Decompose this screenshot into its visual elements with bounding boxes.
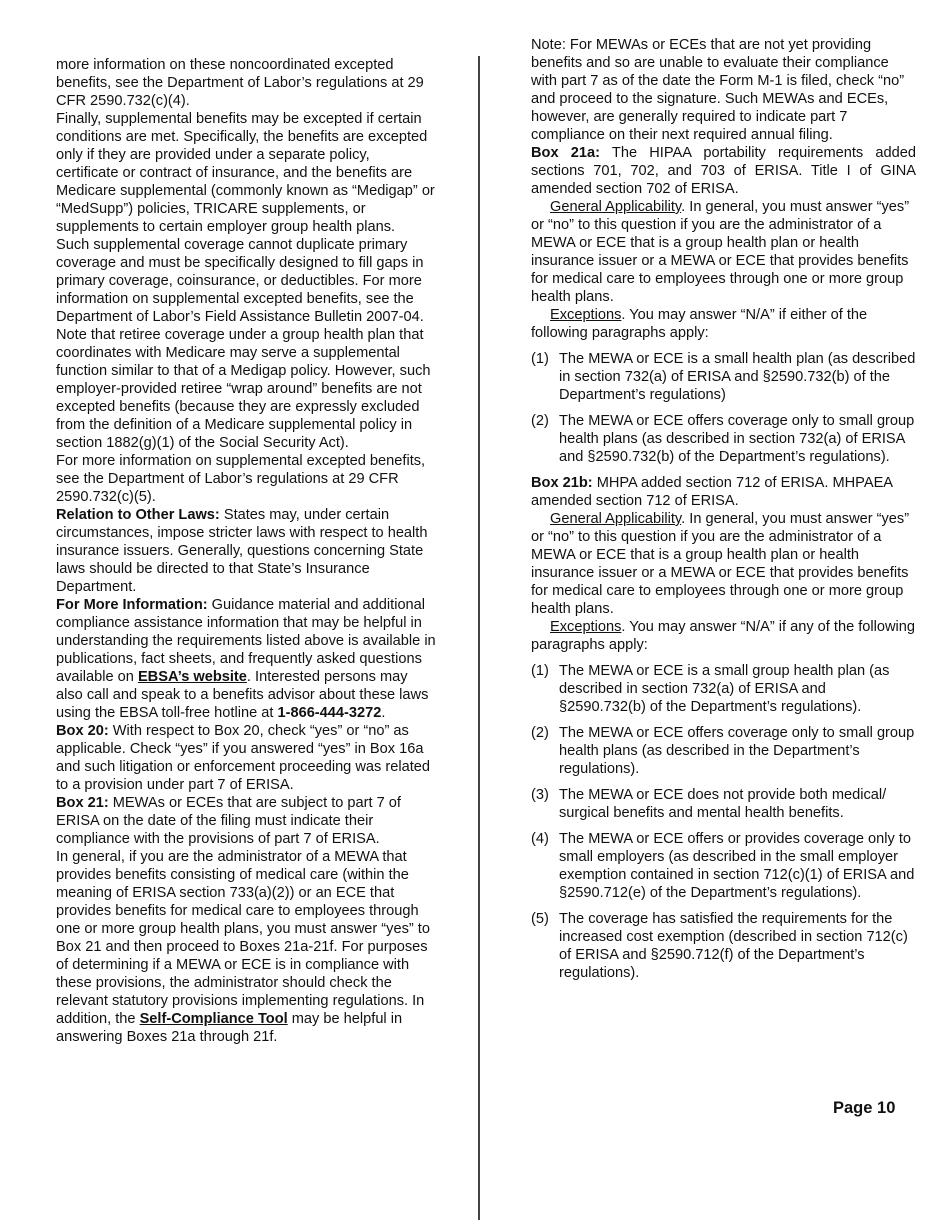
more-info-period: .	[381, 705, 386, 721]
more-info-text-2: . Interested persons may also call and speak to a benefits advisor about these laws using the EBSA toll-free hotline at	[56, 669, 429, 721]
list-item	[531, 786, 916, 822]
paragraph-supplemental-coverage: Such supplemental coverage cannot duplicate primary coverage and must be specifically designed to fill gaps in primary coverage, coinsurance, or deductibles. For more information on supplemental excepted benefits, see the Department of Labor’s Field Assistance Bulletin 2007-04.	[56, 237, 424, 325]
box21a-exceptions	[531, 306, 916, 342]
section-box-21a	[531, 144, 916, 198]
exceptions-label: Exceptions	[550, 307, 622, 323]
general-applicability-text: . In general, you must answer “yes” or “no” to this question if you are the administrator of a MEWA or ECE that is a group health plan or health insurance issuer or a MEWA or ECE that provides benefits for medical care to employees through one or more group health plans.	[531, 199, 910, 305]
ebsa-website-link[interactable]: EBSA’s website	[137, 669, 247, 685]
general-applicability-label: General Applicability	[550, 511, 682, 527]
section-relation-other-laws	[56, 506, 436, 596]
paragraph-box21-general	[56, 848, 436, 1046]
paragraph-retiree-coverage: Note that retiree coverage under a group health plan that coordinates with Medicare may serve a supplemental function similar to that of a Medigap policy. However, such employer-provided retiree “wrap around” benefits are not excepted benefits (because they are expressly excluded from the definition of a Medicare supplemental policy in section 1882(g)(1) of the Social Security Act).	[56, 327, 431, 451]
list-item-text: The MEWA or ECE offers coverage only to small group health plans (as described in the Department’s regulations).	[559, 725, 915, 777]
section-box-20	[56, 722, 436, 794]
box21b-exceptions-list	[531, 662, 916, 982]
box21-general-text-2: may be helpful in answering Boxes 21a through 21f.	[56, 1011, 403, 1045]
column-divider	[478, 56, 480, 1220]
page-number: Page 10	[833, 1099, 896, 1117]
exceptions-text: . You may answer “N/A” if any of the following paragraphs apply:	[531, 619, 916, 653]
list-item	[531, 350, 916, 404]
box21b-heading: Box 21b:	[531, 475, 593, 491]
more-info-text: Guidance material and additional compliance assistance information that may be helpful in understanding the requirements listed above is available in publications, fact sheets, and frequently asked questions available on	[56, 597, 436, 685]
box21-general-text: In general, if you are the administrator of a MEWA that provides benefits consisting of medical care (within the meaning of ERISA section 733(a)(2)) or an ECE that provides benefits for medical care to employees through one or more group health plans, you must answer “yes” to Box 21 and then proceed to Boxes 21a-21f. For purposes of determining if a MEWA or ECE is in compliance with these provisions, the administrator should check the relevant statutory provisions implementing regulations. In addition, the	[56, 849, 430, 1027]
paragraph-more-supplemental: For more information on supplemental excepted benefits, see the Department of Labor’s regulations at 29 CFR 2590.732(c)(5).	[56, 453, 426, 505]
box20-heading: Box 20:	[56, 723, 109, 739]
more-info-heading: For More Information:	[56, 597, 208, 613]
list-item	[531, 724, 916, 778]
list-item-number: (2)	[531, 413, 549, 429]
list-item-number: (1)	[531, 663, 549, 679]
list-item-number: (5)	[531, 911, 549, 927]
self-compliance-tool-link[interactable]: Self-Compliance Tool	[139, 1011, 288, 1027]
paragraph-supplemental: Finally, supplemental benefits may be excepted if certain conditions are met. Specifically, the benefits are excepted only if they are provided under a separate policy, certificate or contract of insurance, and the benefits are Medicare supplemental (commonly known as “Medigap” or “MedSupp”) policies, TRICARE supplements, or supplements to certain employer group health plans.	[56, 111, 435, 235]
paragraph-noncoordinated: more information on these noncoordinated excepted benefits, see the Department of Labor’s regulations at 29 CFR 2590.732(c)(4).	[56, 57, 424, 109]
list-item-number: (3)	[531, 787, 549, 803]
section-box-21	[56, 794, 436, 848]
list-item-text: The MEWA or ECE is a small health plan (as described in section 732(a) of ERISA and §2590.732(b) of the Department’s regulations)	[559, 351, 916, 403]
section-more-information	[56, 596, 436, 722]
list-item-text: The MEWA or ECE offers or provides coverage only to small employers (as described in the small employer exemption contained in section 712(c)(1) of ERISA and §2590.712(e) of the Department’s regulations).	[559, 831, 915, 901]
box20-text: With respect to Box 20, check “yes” or “no” as applicable. Check “yes” if you answered “yes” in Box 16a and such litigation or enforcement proceeding was related to a provision under part 7 of ERISA.	[56, 723, 430, 793]
list-item-number: (2)	[531, 725, 549, 741]
general-applicability-label: General Applicability	[550, 199, 682, 215]
box21b-text: MHPA added section 712 of ERISA. MHPAEA amended section 712 of ERISA.	[531, 475, 893, 509]
list-item-number: (4)	[531, 831, 549, 847]
exceptions-label: Exceptions	[550, 619, 622, 635]
box21a-text: The HIPAA portability requirements added sections 701, 702, and 703 of ERISA. Title I of GINA amended section 702 of ERISA.	[531, 145, 916, 197]
box21a-exceptions-list	[531, 350, 916, 466]
general-applicability-text: . In general, you must answer “yes” or “no” to this question if you are the administrator of a MEWA or ECE that is a group health plan or health insurance issuer or a MEWA or ECE that provides benefits for medical care to employees through one or more group health plans.	[531, 511, 910, 617]
box21a-heading: Box 21a:	[531, 145, 600, 161]
box21a-general-applicability	[531, 198, 916, 306]
list-item-number: (1)	[531, 351, 549, 367]
list-item	[531, 662, 916, 716]
box21b-exceptions	[531, 618, 916, 654]
list-item	[531, 412, 916, 466]
list-item-text: The coverage has satisfied the requirements for the increased cost exemption (described in section 712(c) of ERISA and §2590.712(f) of the Department’s regulations).	[559, 911, 908, 981]
right-column	[531, 36, 916, 990]
exceptions-text: . You may answer “N/A” if either of the following paragraphs apply:	[531, 307, 868, 341]
paragraph-note: Note: For MEWAs or ECEs that are not yet providing benefits and so are unable to evaluate their compliance with part 7 as of the date the Form M-1 is filed, check “no” and proceed to the signature. Such MEWAs and ECEs, however, are generally required to indicate part 7 compliance on their next required annual filing.	[531, 37, 905, 143]
box21-text: MEWAs or ECEs that are subject to part 7 of ERISA on the date of the filing must indicate their compliance with the provisions of part 7 of ERISA.	[56, 795, 401, 847]
list-item-text: The MEWA or ECE does not provide both medical/ surgical benefits and mental health benefits.	[559, 787, 887, 821]
section-box-21b	[531, 474, 916, 510]
list-item	[531, 830, 916, 902]
relation-heading: Relation to Other Laws:	[56, 507, 220, 523]
list-item-text: The MEWA or ECE is a small group health plan (as described in section 732(a) of ERISA and §2590.732(b) of the Department’s regulations).	[559, 663, 890, 715]
hotline-number: 1-866-444-3272	[277, 705, 382, 721]
list-item-text: The MEWA or ECE offers coverage only to small group health plans (as described in section 732(a) of ERISA and §2590.732(b) of the Department’s regulations).	[559, 413, 915, 465]
relation-text: States may, under certain circumstances, impose stricter laws with respect to health insurance issuers. Generally, questions concerning State laws should be directed to that State’s Insurance Department.	[56, 507, 428, 595]
list-item	[531, 910, 916, 982]
left-column	[56, 56, 436, 1046]
box21-heading: Box 21:	[56, 795, 109, 811]
box21b-general-applicability	[531, 510, 916, 618]
